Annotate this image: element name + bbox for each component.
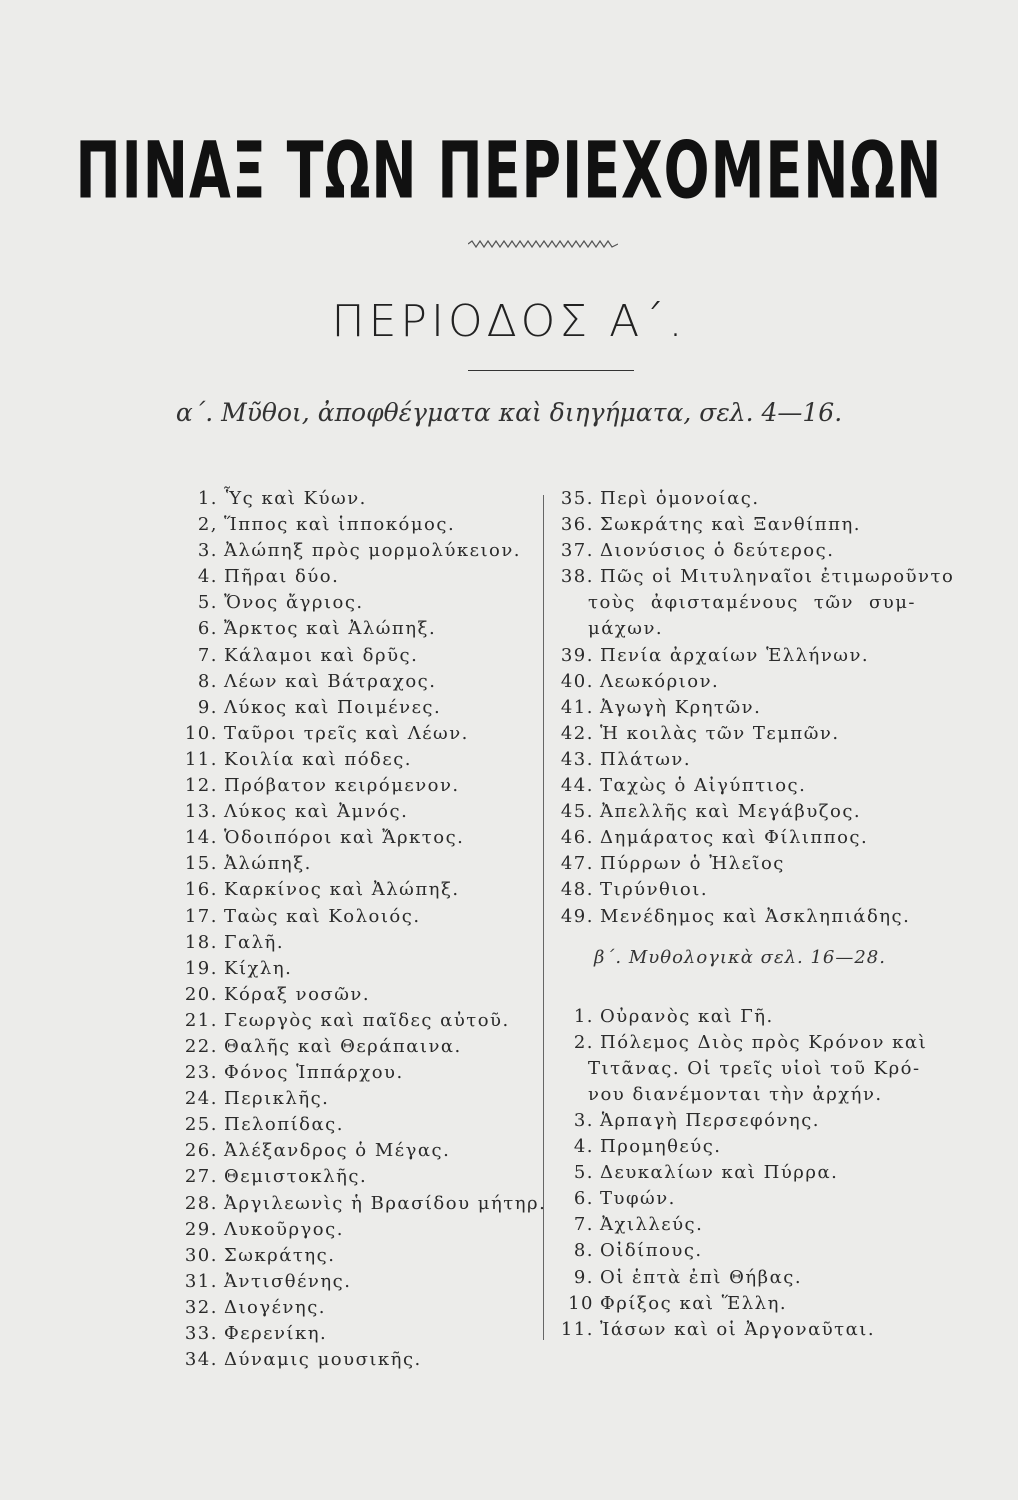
toc-entry — [174, 564, 544, 590]
entry-number: 4. — [573, 1136, 594, 1158]
toc-entry — [174, 1138, 544, 1164]
entry-title: Ταχὼς ὁ Αἰγύπτιος. — [600, 775, 807, 797]
toc-entry — [174, 773, 544, 799]
page-title: ΠΙΝΑΞ ΤΩΝ ΠΕΡΙΕΧΟΜΕΝΩΝ — [75, 125, 943, 217]
entry-title: Ἀλέξανδρος ὁ Μέγας. — [224, 1140, 451, 1162]
toc-entry — [174, 1217, 544, 1243]
entry-title: Προμηθεύς. — [600, 1136, 722, 1158]
entry-number: 8. — [573, 1240, 594, 1262]
entry-number: 9. — [573, 1266, 594, 1288]
toc-entry — [550, 1030, 930, 1056]
entry-title: Φερενίκη. — [224, 1323, 328, 1344]
entry-number: 5. — [197, 592, 218, 614]
entry-number: 10. — [184, 722, 218, 744]
entry-number: 6. — [197, 618, 218, 640]
entry-title: Φρίξος καὶ Ἕλλη. — [600, 1292, 788, 1314]
toc-entry — [550, 904, 930, 930]
toc-entry — [174, 1191, 547, 1217]
entry-number: 28. — [184, 1192, 218, 1214]
toc-entry — [550, 486, 930, 512]
toc-entry — [550, 1317, 930, 1343]
entry-title: Κοιλία καὶ πόδες. — [224, 748, 413, 770]
toc-entry — [174, 1034, 544, 1060]
toc-entry — [174, 643, 544, 669]
toc-entry — [174, 1321, 544, 1347]
entry-number: 8. — [197, 670, 218, 692]
entry-title: Πῆραι δύο. — [224, 566, 340, 588]
entry-number: 44. — [560, 775, 594, 797]
entry-title: Δευκαλίων καὶ Πύρρα. — [600, 1162, 839, 1184]
toc-entry — [174, 1086, 544, 1112]
toc-entry — [174, 930, 544, 956]
toc-entry — [550, 1265, 930, 1291]
entry-number: 17. — [184, 905, 218, 927]
entry-number: 14. — [184, 827, 218, 849]
entry-title: Λυκοῦργος. — [224, 1218, 344, 1240]
entry-title: Ὄνος ἄγριος. — [224, 592, 364, 614]
toc-entry — [174, 1008, 544, 1034]
entry-number: 9. — [197, 696, 218, 718]
entry-continuation: τοὺς ἀφισταμένους τῶν συμ- — [588, 592, 916, 614]
toc-entry — [174, 1112, 544, 1138]
entry-title: Οὐρανὸς καὶ Γῆ. — [600, 1005, 774, 1027]
entry-number: 31. — [184, 1270, 218, 1292]
entry-title: Δημάρατος καὶ Φίλιππος. — [600, 827, 869, 849]
entry-title: Πῶς οἱ Μιτυληναῖοι ἐτιμωροῦντο — [600, 566, 955, 588]
toc-entry — [174, 512, 544, 538]
entry-title: Ἁρπαγὴ Περσεφόνης. — [600, 1109, 821, 1131]
entry-title: Λύκος καὶ Ἀμνός. — [224, 801, 409, 823]
entry-title: Ἰάσων καὶ οἱ Ἀργοναῦται. — [600, 1318, 876, 1340]
toc-entry — [550, 773, 930, 799]
entry-title: Θεμιστοκλῆς. — [224, 1166, 368, 1188]
entry-title: Πλάτων. — [600, 748, 692, 770]
entry-title: Οἰδίπους. — [600, 1240, 703, 1262]
entry-title: Ἀπελλῆς καὶ Μεγάβυζος. — [600, 801, 862, 823]
entry-continuation: νου διανέμονται τὴν ἀρχήν. — [588, 1083, 883, 1105]
toc-entry — [174, 904, 544, 930]
entry-number: 7. — [197, 644, 218, 666]
entry-number: 33. — [184, 1323, 218, 1344]
entry-number: 35. — [560, 488, 594, 509]
entry-title: Σωκράτης. — [224, 1244, 336, 1266]
column-divider — [543, 495, 544, 1340]
toc-entry — [174, 1060, 544, 1086]
entry-title: Ἀλώπηξ. — [224, 853, 312, 875]
entry-number: 7. — [573, 1214, 594, 1236]
entry-number: 42. — [560, 722, 594, 744]
entry-number: 30. — [184, 1244, 218, 1266]
entry-title: Ἀγωγὴ Κρητῶν. — [600, 696, 762, 718]
entry-title: Δύναμις μουσικῆς. — [224, 1349, 422, 1371]
entry-title: Πελοπίδας. — [224, 1114, 344, 1136]
entry-number: 49. — [560, 905, 594, 927]
entry-number: 25. — [184, 1114, 218, 1136]
entry-title: Γεωργὸς καὶ παῖδες αὐτοῦ. — [224, 1009, 510, 1031]
ornament-squiggle — [468, 238, 618, 250]
entry-number: 23. — [184, 1062, 218, 1084]
entry-number: 46. — [560, 827, 594, 849]
entry-title: Πύρρων ὁ Ἠλεῖος — [600, 853, 785, 875]
toc-entry — [550, 695, 930, 721]
toc-entry — [174, 590, 544, 616]
toc-entry — [550, 1160, 930, 1186]
entry-number: 10 — [568, 1292, 594, 1314]
entry-number: 2. — [573, 1031, 594, 1053]
entry-title: Λεωκόριον. — [600, 670, 720, 692]
entry-title: Τιρύνθιοι. — [600, 879, 709, 901]
entry-number: 12. — [184, 775, 218, 797]
section-title: ΠΕΡΙΟΔΟΣ Α΄. — [331, 296, 687, 347]
entry-title: Ὗς καὶ Κύων. — [224, 488, 367, 509]
entry-title: Φόνος Ἱππάρχου. — [224, 1062, 404, 1084]
entry-number: 40. — [560, 670, 594, 692]
entry-title: Οἱ ἑπτὰ ἐπὶ Θήβας. — [600, 1266, 803, 1288]
entry-number: 36. — [560, 514, 594, 536]
entry-title: Κόραξ νοσῶν. — [224, 983, 371, 1005]
toc-entry — [550, 1186, 930, 1212]
entry-title: Ἀντισθένης. — [224, 1270, 352, 1292]
subheading-myths: α΄. Μῦθοι, ἀποφθέγματα καὶ διηγήματα, σελ. 4—16. — [175, 398, 843, 427]
toc-entry — [550, 747, 930, 773]
toc-entry — [550, 851, 930, 877]
entry-number: 34. — [184, 1349, 218, 1371]
entry-number: 15. — [184, 853, 218, 875]
entry-number: 32. — [184, 1296, 218, 1318]
toc-entry — [174, 486, 544, 512]
toc-entry — [550, 825, 930, 851]
toc-entry — [550, 1134, 930, 1160]
entry-continuation: Τιτᾶνας. Οἱ τρεῖς υἱοὶ τοῦ Κρό- — [588, 1057, 921, 1079]
entry-number: 48. — [560, 879, 594, 901]
subheading-mythology: β΄. Μυθολογικὰ σελ. 16—28. — [594, 946, 886, 968]
toc-entry — [174, 1164, 544, 1190]
entry-number: 2, — [197, 514, 218, 536]
entry-number: 1. — [573, 1005, 594, 1027]
entry-number: 1. — [197, 488, 218, 509]
entry-number: 26. — [184, 1140, 218, 1162]
toc-entry — [174, 721, 544, 747]
entry-title: Λέων καὶ Βάτραχος. — [224, 670, 437, 692]
entry-title: Ἡ κοιλὰς τῶν Τεμπῶν. — [600, 722, 840, 744]
entry-title: Περικλῆς. — [224, 1088, 330, 1110]
entry-title: Ὁδοιπόροι καὶ Ἄρκτος. — [224, 827, 465, 849]
entry-number: 11. — [560, 1318, 594, 1340]
toc-entry — [550, 1238, 930, 1264]
entry-title: Περὶ ὁμονοίας. — [600, 488, 760, 509]
entry-number: 18. — [184, 931, 218, 953]
entry-number: 20. — [184, 983, 218, 1005]
entry-number: 11. — [184, 748, 218, 770]
entry-title: Μενέδημος καὶ Ἀσκληπιάδης. — [600, 905, 911, 927]
entry-title: Τυφών. — [600, 1188, 676, 1210]
toc-entry — [174, 1347, 544, 1373]
toc-entry — [174, 747, 544, 773]
divider-rule — [468, 370, 634, 371]
entry-number: 29. — [184, 1218, 218, 1240]
toc-entry — [174, 877, 544, 903]
toc-entry — [174, 825, 544, 851]
entry-title: Κίχλη. — [224, 957, 293, 979]
entry-number: 47. — [560, 853, 594, 875]
entry-number: 39. — [560, 644, 594, 666]
entry-number: 38. — [560, 566, 594, 588]
toc-entry — [550, 564, 955, 590]
entry-number: 3. — [573, 1109, 594, 1131]
toc-entry — [550, 799, 930, 825]
toc-entry — [174, 851, 544, 877]
entry-title: Λύκος καὶ Ποιμένες. — [224, 696, 442, 718]
toc-entry — [550, 721, 930, 747]
entry-title: Σωκράτης καὶ Ξανθίππη. — [600, 514, 861, 536]
entry-title: Ταῦροι τρεῖς καὶ Λέων. — [224, 722, 469, 744]
toc-entry — [174, 982, 544, 1008]
entry-title: Ἀχιλλεύς. — [600, 1214, 704, 1236]
entry-title: Πρόβατον κειρόμενον. — [224, 775, 460, 797]
toc-column-right — [550, 486, 955, 1343]
toc-entry — [174, 1243, 544, 1269]
entry-continuation: μάχων. — [588, 618, 664, 640]
toc-column-left — [174, 486, 547, 1373]
toc-entry — [174, 1295, 544, 1321]
toc-entry — [174, 956, 544, 982]
entry-title: Ταὼς καὶ Κολοιός. — [224, 905, 421, 927]
entry-number: 4. — [197, 566, 218, 588]
entry-number: 3. — [197, 540, 218, 562]
entry-number: 16. — [184, 879, 218, 901]
entry-number: 13. — [184, 801, 218, 823]
toc-entry — [550, 538, 930, 564]
entry-title: Πενία ἀρχαίων Ἑλλήνων. — [600, 644, 870, 666]
entry-title: Γαλῆ. — [224, 931, 285, 953]
toc-entry — [550, 1291, 930, 1317]
entry-number: 19. — [184, 957, 218, 979]
toc-entry — [174, 616, 544, 642]
entry-title: Ἀλώπηξ πρὸς μορμολύκειον. — [224, 540, 522, 562]
entry-title: Πόλεμος Διὸς πρὸς Κρόνον καὶ — [600, 1031, 928, 1053]
entry-title: Θαλῆς καὶ Θεράπαινα. — [224, 1035, 462, 1057]
toc-entry — [174, 1269, 544, 1295]
entry-title: Ἄρκτος καὶ Ἀλώπηξ. — [224, 618, 437, 640]
entry-number: 24. — [184, 1088, 218, 1110]
toc-entry — [550, 877, 930, 903]
toc-entry — [550, 669, 930, 695]
entry-number: 21. — [184, 1009, 218, 1031]
toc-entry — [174, 538, 544, 564]
toc-entry — [550, 512, 930, 538]
entry-number: 41. — [560, 696, 594, 718]
toc-entry — [550, 1108, 930, 1134]
entry-title: Καρκίνος καὶ Ἀλώπηξ. — [224, 879, 460, 901]
toc-entry — [550, 1212, 930, 1238]
entry-number: 43. — [560, 748, 594, 770]
entry-title: Ἵππος καὶ ἱπποκόμος. — [224, 514, 456, 536]
entry-number: 6. — [573, 1188, 594, 1210]
entry-number: 27. — [184, 1166, 218, 1188]
entry-title: Διονύσιος ὁ δεύτερος. — [600, 540, 835, 562]
toc-entry — [550, 1004, 930, 1030]
toc-entry — [550, 643, 930, 669]
toc-entry — [174, 799, 544, 825]
entry-number: 45. — [560, 801, 594, 823]
entry-number: 5. — [573, 1162, 594, 1184]
entry-number: 37. — [560, 540, 594, 562]
toc-entry — [174, 695, 544, 721]
entry-title: Κάλαμοι καὶ δρῦς. — [224, 644, 419, 666]
entry-number: 22. — [184, 1035, 218, 1057]
entry-title: Διογένης. — [224, 1296, 327, 1318]
toc-entry — [174, 669, 544, 695]
spacer — [550, 990, 930, 1004]
entry-title: Ἀργιλεωνὶς ἡ Βρασίδου μήτηρ. — [224, 1192, 547, 1214]
